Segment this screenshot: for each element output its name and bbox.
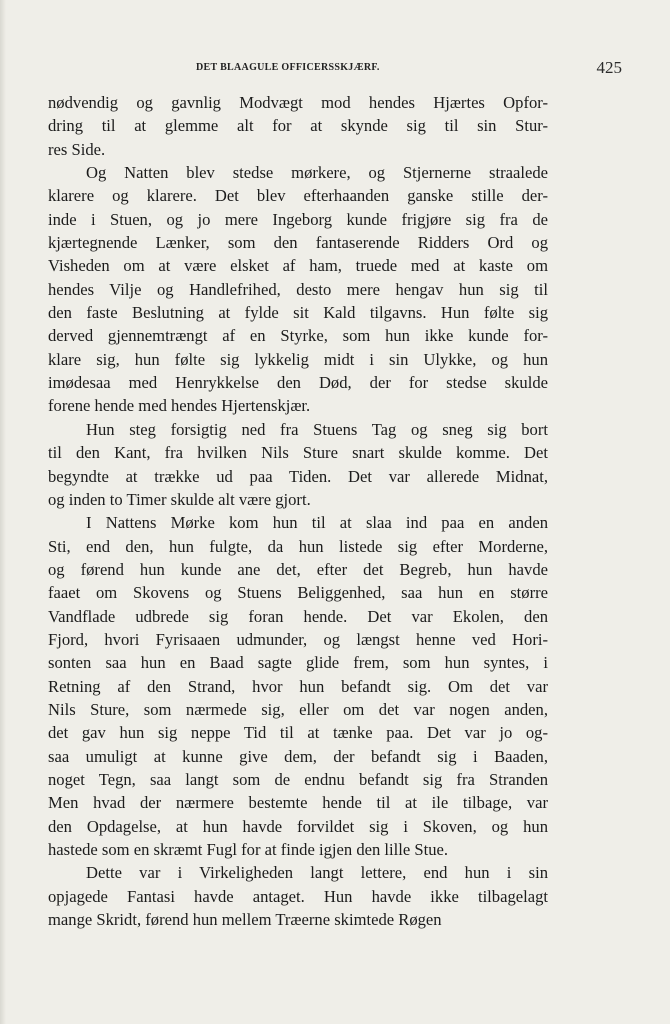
- text-line: det gav hun sig neppe Tid til at tænke paa. Det var jo og-: [48, 723, 548, 743]
- text-line: til den Kant, fra hvilken Nils Sture snart skulde komme. Det: [48, 443, 548, 463]
- text-line: Fjord, hvori Fyrisaaen udmunder, og længst henne ved Hori-: [48, 629, 548, 649]
- text-line: opjagede Fantasi havde antaget. Hun havde ikke tilbagelagt: [48, 886, 548, 906]
- paragraph: [48, 161, 548, 418]
- text-line: og førend hun kunde ane det, efter det Begreb, hun havde: [48, 559, 548, 579]
- text-line: mange Skridt, førend hun mellem Træerne skimtede Røgen: [48, 910, 442, 930]
- text-line: saa umuligt at kunne give dem, der befandt sig i Baaden,: [48, 746, 548, 766]
- text-line: sonten saa hun en Baad sagte glide frem, som hun syntes, i: [48, 653, 548, 673]
- text-line: noget Tegn, saa langt som de endnu befandt sig fra Stranden: [48, 769, 548, 789]
- text-line: faaet om Skovens og Stuens Beliggenhed, saa hun en større: [48, 583, 548, 603]
- text-line: hastede som en skræmt Fugl for at finde igjen den lille Stue.: [48, 840, 449, 859]
- text-line: Dette var i Virkeligheden langt lettere, end hun i sin: [86, 863, 548, 883]
- body-text: [48, 91, 548, 931]
- text-line: Og Natten blev stedse mørkere, og Stjernerne straalede: [86, 163, 548, 183]
- text-line: inde i Stuen, og jo mere Ingeborg kunde frigjøre sig fra de: [48, 209, 548, 229]
- paragraph: [48, 418, 548, 511]
- text-line: Sti, end den, hun fulgte, da hun listede sig efter Morderne,: [48, 536, 548, 556]
- text-line: hendes Vilje og Handlefrihed, desto mere hengav hun sig til: [48, 279, 548, 299]
- text-line: res Side.: [48, 139, 106, 159]
- text-line: begyndte at trække ud paa Tiden. Det var allerede Midnat,: [48, 466, 548, 486]
- text-line: den Opdagelse, at hun havde forvildet sig i Skoven, og hun: [48, 816, 548, 836]
- text-line: nødvendig og gavnlig Modvægt mod hendes Hjærtes Opfor-: [48, 93, 548, 112]
- text-line: derved gjennemtrængt af en Styrke, som hun ikke kunde for-: [48, 326, 548, 346]
- text-line: I Nattens Mørke kom hun til at slaa ind paa en anden: [86, 513, 548, 533]
- running-title: DET BLAAGULE OFFICERSSKJÆRF.: [196, 62, 380, 73]
- paragraph: [48, 511, 548, 861]
- text-line: Hun steg forsigtig ned fra Stuens Tag og sneg sig bort: [86, 419, 548, 439]
- text-line: dring til at glemme alt for at skynde sig til sin Stur-: [48, 116, 548, 136]
- page-number: 425: [596, 58, 622, 77]
- paragraph: [48, 91, 548, 161]
- text-line: Visheden om at være elsket af ham, truede med at kaste om: [48, 256, 548, 276]
- text-line: den faste Beslutning at fylde sit Kald tilgavns. Hun følte sig: [48, 303, 548, 323]
- text-line: Retning af den Strand, hvor hun befandt sig. Om det var: [48, 676, 548, 696]
- text-line: kjærtegnende Lænker, som den fantaserende Ridders Ord og: [48, 233, 548, 253]
- text-line: Nils Sture, som nærmede sig, eller om det var nogen anden,: [48, 699, 548, 719]
- text-line: forene hende med hendes Hjertenskjær.: [48, 396, 311, 416]
- text-line: Vandflade udbrede sig foran hende. Det var Ekolen, den: [48, 606, 548, 626]
- running-head: [48, 56, 622, 80]
- text-line: klare sig, hun følte sig lykkelig midt i sin Ulykke, og hun: [48, 349, 548, 369]
- text-line: imødesaa med Henrykkelse den Død, der for stedse skulde: [48, 373, 548, 393]
- paragraph: [48, 861, 548, 931]
- text-line: klarere og klarere. Det blev efterhaanden ganske stille der-: [48, 186, 548, 206]
- text-line: Men hvad der nærmere bestemte hende til at ile tilbage, var: [48, 793, 548, 813]
- text-line: og inden to Timer skulde alt være gjort.: [48, 489, 311, 509]
